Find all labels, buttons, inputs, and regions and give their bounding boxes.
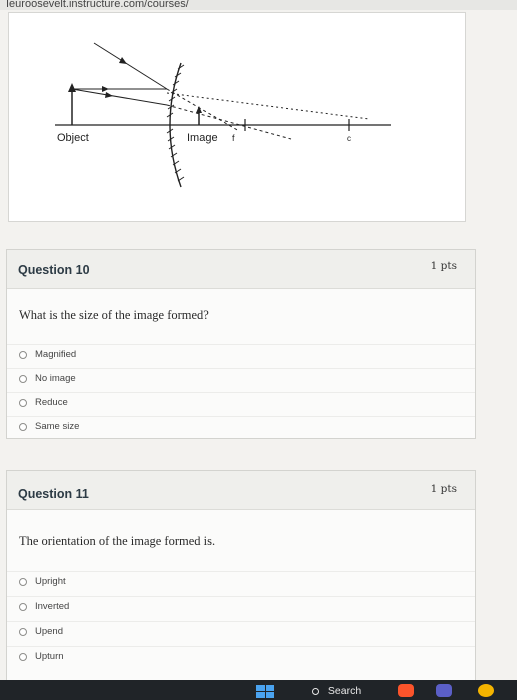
taskbar-search[interactable] (312, 684, 361, 698)
option-label[interactable]: Upend (35, 626, 63, 637)
search-icon (312, 688, 319, 695)
question-11-header (7, 471, 475, 510)
ray-diagram-card (8, 12, 466, 222)
focal-label: f (232, 133, 235, 143)
object-arrow-head (68, 83, 76, 92)
taskbar (0, 680, 517, 700)
answer-option-upend[interactable] (7, 621, 475, 643)
answer-option-upturn[interactable] (7, 646, 475, 668)
teams-icon[interactable] (436, 684, 452, 697)
question-title: Question 10 (18, 263, 90, 277)
incident-ray-center-arrow (105, 92, 113, 98)
option-label[interactable]: Magnified (35, 349, 77, 360)
question-11-card (6, 470, 476, 700)
search-label: Search (327, 685, 362, 697)
answer-option-no-image[interactable] (7, 368, 475, 390)
radio-button[interactable] (19, 351, 27, 359)
question-title: Question 11 (18, 487, 89, 501)
question-points: 1 pts (430, 260, 457, 272)
radio-button[interactable] (19, 628, 27, 636)
center-label: c (347, 134, 351, 143)
image-label: Image (187, 132, 218, 144)
image-arrow-head (196, 106, 202, 113)
object-label: Object (57, 132, 89, 144)
radio-button[interactable] (19, 375, 27, 383)
question-prompt: What is the size of the image formed? (19, 308, 209, 322)
answer-option-inverted[interactable] (7, 596, 475, 618)
option-label[interactable]: Upright (35, 576, 66, 587)
virtual-ray-extend (167, 93, 369, 119)
answer-option-magnified[interactable] (7, 344, 475, 366)
incident-ray-arrow (102, 86, 109, 92)
answer-option-reduce[interactable] (7, 392, 475, 414)
url-text: Ieuroosevelt.instructure.com/courses/ (6, 0, 189, 10)
reflected-ray-arrow (119, 57, 127, 64)
option-label[interactable]: Upturn (35, 651, 64, 662)
radio-button[interactable] (19, 578, 27, 586)
radio-button[interactable] (19, 653, 27, 661)
question-points: 1 pts (430, 483, 457, 495)
option-label[interactable]: Same size (35, 421, 80, 432)
incident-ray-center (72, 89, 167, 105)
answer-option-same-size[interactable] (7, 416, 475, 438)
windows-start-icon[interactable] (256, 685, 274, 698)
ray-diagram (9, 13, 467, 223)
virtual-ray-center (167, 105, 291, 139)
question-10-header (7, 250, 475, 289)
question-10-card (6, 249, 476, 439)
browser-url-bar[interactable] (0, 0, 517, 10)
radio-button[interactable] (19, 603, 27, 611)
option-label[interactable]: Reduce (35, 397, 68, 408)
radio-button[interactable] (19, 399, 27, 407)
answer-option-upright[interactable] (7, 571, 475, 593)
reflected-ray (94, 43, 167, 89)
chrome-icon[interactable] (478, 684, 494, 697)
brave-browser-icon[interactable] (398, 684, 414, 697)
question-prompt: The orientation of the image formed is. (19, 534, 216, 548)
option-label[interactable]: Inverted (35, 601, 70, 612)
radio-button[interactable] (19, 423, 27, 431)
option-label[interactable]: No image (35, 373, 76, 384)
